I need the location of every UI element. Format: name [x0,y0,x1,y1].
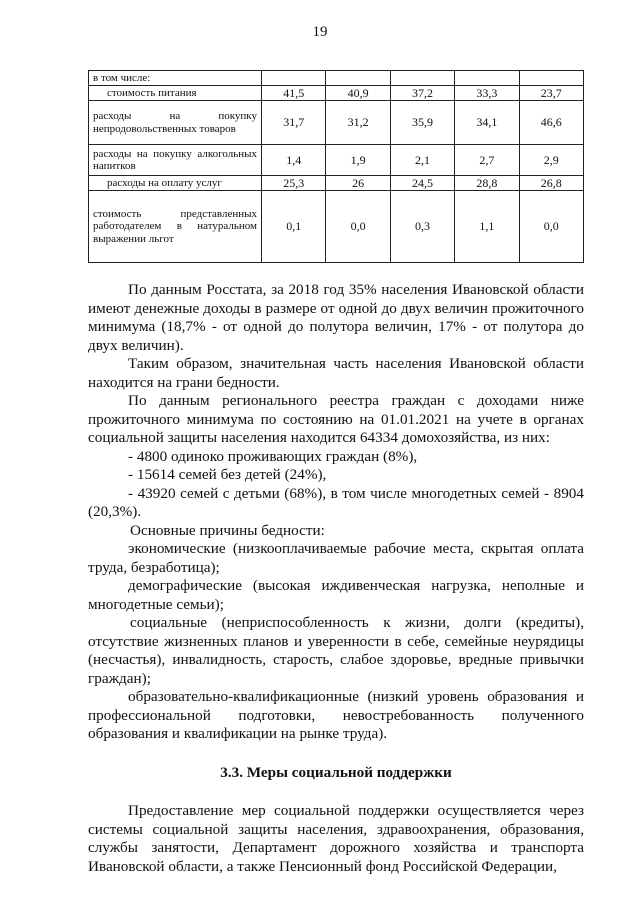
table-cell: 2,9 [519,145,583,176]
table-cell: 26 [326,176,390,191]
table-row [89,86,584,101]
table-cell: 26,8 [519,176,583,191]
paragraph: Предоставление мер социальной поддержки осуществляется через системы социальной защиты населения, здравоохранения, образования, службы занятости, Департамент дорожного хозяйства и транспорта Ивановской области, а также Пенсионный фонд Российской Федерации, [88,802,584,875]
table-row [89,176,584,191]
list-item: образовательно-квалификационные (низкий уровень образования и профессиональной подготовки, невостребованность полученного образования и квалификации на рынке труда). [88,688,584,742]
table-cell [390,71,454,86]
list-item: экономические (низкооплачиваемые рабочие места, скрытая оплата труда, безработица); [88,540,584,576]
list-item: - 4800 одиноко проживающих граждан (8%), [128,447,418,465]
paragraph: Таким образом, значительная часть населения Ивановской области находится на грани бедности. [88,355,584,391]
table-cell: 0,0 [519,191,583,263]
table-cell: 23,7 [519,86,583,101]
list-item: социальные (неприспособленность к жизни, долги (кредиты), отсутствие жизненных планов и уверенности в себе, семейные неурядицы (несчастья), инвалидность, старость, слабое здоровье, вредные привычки граждан); [88,614,584,687]
row-label: расходы на покупку алкогольных напитков [89,145,262,176]
table-cell: 2,1 [390,145,454,176]
paragraph: По данным регионального реестра граждан с доходами ниже прожиточного минимума по состоянию на 01.01.2021 на учете в органах социальной защиты населения находится 64334 домохозяйства, из них: [88,392,584,446]
table-cell: 1,4 [262,145,326,176]
table-cell: 25,3 [262,176,326,191]
row-label: расходы на покупку непродовольственных товаров [89,101,262,145]
table-cell: 37,2 [390,86,454,101]
table-cell: 2,7 [455,145,519,176]
row-label: в том числе: [89,71,262,86]
table-row [89,145,584,176]
table-cell: 40,9 [326,86,390,101]
table-row [89,101,584,145]
paragraph: По данным Росстата, за 2018 год 35% населения Ивановской области имеют денежные доходы в размере от одной до двух величин прожиточного минимума (18,7% - от одной до полутора величин, 17% - от полутора до двух величин). [88,281,584,354]
list-item: - 43920 семей с детьми (68%), в том числе многодетных семей - 8904 (20,3%). [88,484,584,520]
table-cell [455,71,519,86]
table-row [89,191,584,263]
table-cell: 1,1 [455,191,519,263]
paragraph: Основные причины бедности: [130,521,325,539]
table-cell: 33,3 [455,86,519,101]
page-number: 19 [312,24,328,40]
expenditure-table [88,70,584,263]
table-cell [326,71,390,86]
table-cell: 35,9 [390,101,454,145]
table-cell: 1,9 [326,145,390,176]
table-cell: 31,7 [262,101,326,145]
table-cell: 24,5 [390,176,454,191]
table-cell: 31,2 [326,101,390,145]
list-item: - 15614 семей без детей (24%), [128,466,327,483]
row-label: стоимость представленных работодателем в натуральном выражении льгот [89,191,262,263]
table-cell [262,71,326,86]
body-text [88,281,584,876]
table-cell: 28,8 [455,176,519,191]
row-label: расходы на оплату услуг [89,176,262,191]
list-item: демографические (высокая иждивенческая нагрузка, неполные и многодетные семьи); [88,577,584,613]
table-cell: 0,0 [326,191,390,263]
table-cell [519,71,583,86]
section-heading: 3.3. Меры социальной поддержки [220,763,452,781]
table-cell: 34,1 [455,101,519,145]
table-cell: 0,1 [262,191,326,263]
table-cell: 0,3 [390,191,454,263]
table-cell: 41,5 [262,86,326,101]
row-label: стоимость питания [89,86,262,101]
table-cell: 46,6 [519,101,583,145]
table-row [89,71,584,86]
